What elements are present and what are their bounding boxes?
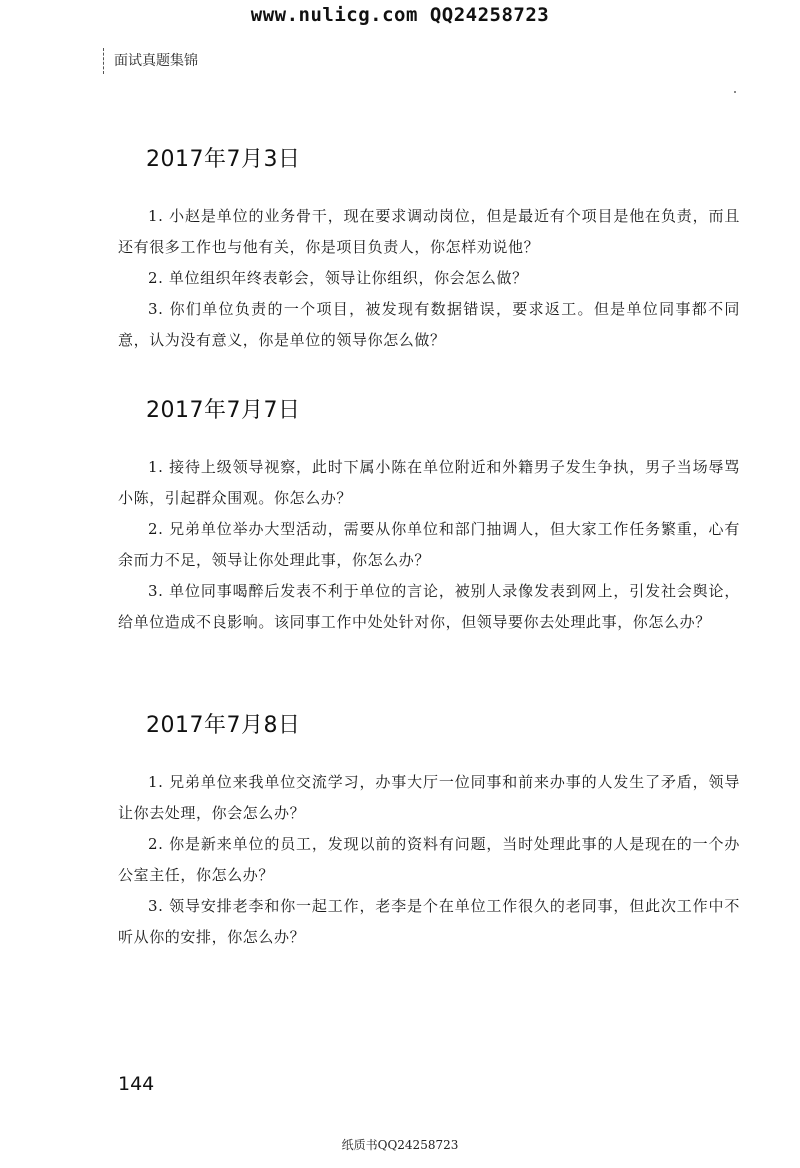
question-item: 1. 小赵是单位的业务骨干，现在要求调动岗位，但是最近有个项目是他在负责，而且还有很多工作也与他有关，你是项目负责人，你怎样劝说他？ — [118, 207, 740, 256]
question-item: 2. 兄弟单位举办大型活动，需要从你单位和部门抽调人，但大家工作任务繁重，心有余而力不足，领导让你处理此事，你怎么办？ — [118, 520, 740, 569]
section-2017-07-07 — [118, 393, 740, 638]
question-item: 3. 你们单位负责的一个项目，被发现有数据错误，要求返工。但是单位同事都不同意，认为没有意义，你是单位的领导你怎么做？ — [118, 300, 740, 349]
date-heading: 2017年7月7日 — [146, 398, 301, 423]
question-item: 2. 单位组织年终表彰会，领导让你组织，你会怎么做？ — [148, 269, 528, 287]
question-item: 1. 兄弟单位来我单位交流学习，办事大厅一位同事和前来办事的人发生了矛盾，领导让你去处理，你会怎么办？ — [118, 773, 740, 822]
running-head: 面试真题集锦 — [103, 48, 198, 74]
date-heading: 2017年7月8日 — [146, 713, 301, 738]
question-item: 3. 领导安排老李和你一起工作，老李是个在单位工作很久的老同事，但此次工作中不听从你的安排，你怎么办？ — [118, 897, 740, 946]
top-watermark: www.nulicg.com QQ24258723 — [250, 4, 550, 26]
question-item: 3. 单位同事喝醉后发表不利于单位的言论，被别人录像发表到网上，引发社会舆论，给单位造成不良影响。该同事工作中处处针对你，但领导要你去处理此事，你怎么办？ — [118, 582, 740, 631]
section-2017-07-03 — [118, 142, 740, 356]
bottom-watermark: 纸质书QQ24258723 — [341, 1138, 459, 1152]
scan-speck — [734, 91, 736, 93]
section-2017-07-08 — [118, 708, 740, 953]
question-list — [118, 201, 740, 356]
page-number: 144 — [118, 1073, 155, 1095]
date-heading: 2017年7月3日 — [146, 147, 301, 172]
question-item: 1. 接待上级领导视察，此时下属小陈在单位附近和外籍男子发生争执，男子当场辱骂小陈，引起群众围观。你怎么办？ — [118, 458, 740, 507]
question-list — [118, 452, 740, 638]
question-list — [118, 767, 740, 953]
question-item: 2. 你是新来单位的员工，发现以前的资料有问题，当时处理此事的人是现在的一个办公室主任，你怎么办？ — [118, 835, 740, 884]
